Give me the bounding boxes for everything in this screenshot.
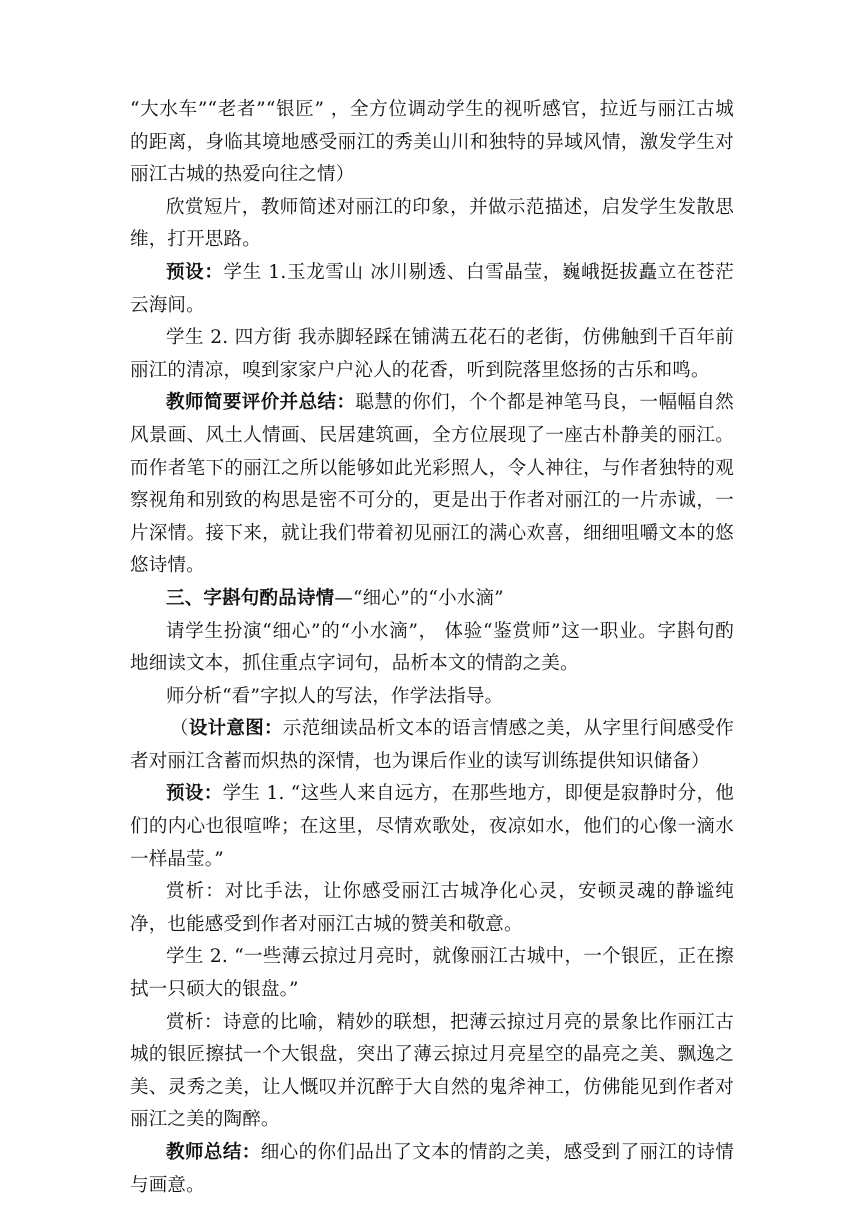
section-heading-3 (130, 583, 734, 616)
paragraph-teacher-analysis: 师分析“看”字拟人的写法，作学法指导。 (166, 685, 504, 707)
design-intent-label: 设计意图： (188, 718, 283, 740)
paragraph-teacher-summary (130, 387, 734, 583)
teacher-conclusion-text: 细心的你们品出了文本的情韵之美，感受到了丽江的诗情与画意。 (130, 1142, 734, 1196)
paragraph-student-2: 学生 2. 四方街 我赤脚轻踩在铺满五花石的老街，仿佛触到千百年前丽江的清凉，嗅到家家户户沁人的花香，听到院落里悠扬的古乐和鸣。 (130, 327, 734, 381)
preset-label: 预设： (166, 261, 224, 283)
paragraph-design-intent-cont: “大水车”“老者”“银匠” ，全方位调动学生的视听感官，拉近与丽江古城的距离，身临其境地感受丽江的秀美山川和独特的异域风情，激发学生对丽江古城的热爱向往之情） (130, 99, 734, 186)
section-heading-rest: —“细心”的“小水滴” (334, 587, 504, 609)
paragraph-preset-quote-1 (130, 778, 734, 876)
paragraph-preset-1 (130, 257, 734, 322)
design-intent-text: 示范细读品析文本的语言情感之美，从字里行间感受作者对丽江含蓄而炽热的深情，也为课后作业的读写训练提供知识储备） (130, 718, 734, 772)
paragraph-watch-video: 欣赏短片，教师简述对丽江的印象，并做示范描述，启发学生发散思维，打开思路。 (130, 196, 734, 251)
open-paren: （ (170, 718, 189, 740)
section-heading-bold: 三、字斟句酌品诗情 (166, 587, 335, 609)
teacher-summary-text: 聪慧的你们，个个都是神笔马良，一幅幅自然风景画、风土人情画、民居建筑画，全方位展现了一座古朴静美的丽江。而作者笔下的丽江之所以能够如此光彩照人，令人神往，与作者独特的观察视角和别致的构思是密不可分的，更是出于作者对丽江的一片赤诚，一片深情。接下来，就让我们带着初见丽江的满心欢喜，细细咀嚼文本的悠悠诗情。 (130, 392, 734, 577)
paragraph-teacher-conclusion (130, 1137, 734, 1202)
paragraph-student-quote-2: 学生 2. “一些薄云掠过月亮时，就像丽江古城中，一个银匠，正在擦拭一只硕大的银盘。” (130, 946, 734, 1001)
paragraph-appreciation-2: 赏析：诗意的比喻，精妙的联想，把薄云掠过月亮的景象比作丽江古城的银匠擦拭一个大银盘，突出了薄云掠过月亮星空的晶亮之美、飘逸之美、灵秀之美，让人慨叹并沉醉于大自然的鬼斧神工，仿佛能见到作者对丽江之美的陶醉。 (130, 1011, 734, 1131)
paragraph-role-play: 请学生扮演“细心”的“小水滴”， 体验“鉴赏师”这一职业。字斟句酌地细读文本，抓住重点字词句，品析本文的情韵之美。 (130, 620, 734, 675)
preset-label-2: 预设： (166, 783, 223, 805)
paragraph-appreciation-1: 赏析：对比手法，让你感受丽江古城净化心灵，安顿灵魂的静谧纯净，也能感受到作者对丽江古城的赞美和敬意。 (130, 881, 734, 935)
teacher-summary-label: 教师简要评价并总结： (166, 392, 356, 414)
preset-quote-1-text: 学生 1. “这些人来自远方，在那些地方，即便是寂静时分，他们的内心也很喧哗；在这里，尽情欢歌处，夜凉如水，他们的心像一滴水一样晶莹。” (130, 783, 734, 870)
teacher-conclusion-label: 教师总结： (166, 1142, 261, 1163)
paragraph-design-intent (130, 713, 734, 778)
preset-text: 学生 1.玉龙雪山 冰川剔透、白雪晶莹，巍峨挺拔矗立在苍茫云海间。 (130, 261, 735, 316)
